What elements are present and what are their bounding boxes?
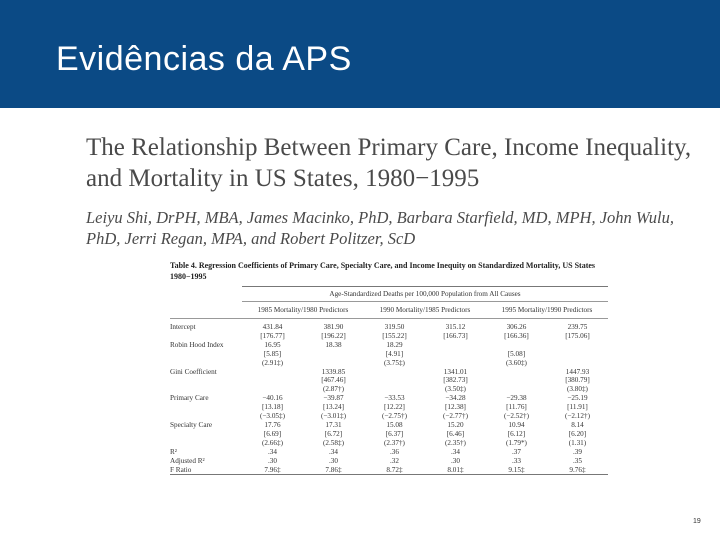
table-group-header: 1995 Mortality/1990 Predictors — [486, 302, 608, 319]
table-cell: 15.20 — [447, 420, 464, 429]
table-cell: .30 — [328, 456, 338, 465]
table-cell: [6.72] — [324, 429, 343, 438]
table-row-label — [170, 412, 242, 421]
table-cell — [547, 359, 608, 368]
table-cell: .30 — [268, 456, 277, 465]
table-cell: 1341.01 — [443, 367, 468, 376]
table-row-label: Adjusted R² — [170, 456, 205, 465]
table-cell: [11.76] — [506, 403, 527, 412]
table-row — [170, 412, 608, 421]
table-row-label: Primary Care — [170, 394, 209, 403]
table-row — [170, 439, 608, 448]
table-row — [170, 350, 608, 359]
table-row — [170, 421, 608, 430]
table-cell: [4.91] — [385, 349, 404, 358]
table-cell: 8.01‡ — [425, 466, 486, 475]
table-cell: (2.35†) — [444, 438, 466, 447]
table-row-label: Gini Coefficient — [170, 367, 217, 376]
regression-table — [170, 286, 608, 475]
table-cell: (2.87†) — [323, 385, 344, 394]
table-cell: −29.38 — [506, 394, 527, 403]
table-row — [170, 394, 608, 403]
table-cell: −25.19 — [567, 394, 588, 403]
table-cell — [486, 368, 547, 377]
table-cell: [380.79] — [565, 376, 590, 385]
table-cell: (−2.77†) — [442, 412, 468, 421]
table-row — [170, 376, 608, 385]
table-row-label — [170, 350, 242, 359]
table-cell: 319.50 — [384, 323, 405, 331]
table-cell: (2.58‡) — [323, 438, 344, 447]
table-cell: (3.60‡) — [505, 358, 527, 367]
table-row — [170, 385, 608, 394]
article-authors: Leiyu Shi, DrPH, MBA, James Macinko, PhD, Barbara Starfield, MD, MPH, John Wulu, PhD, Jerri Regan, MPA, and Robert Politzer, ScD — [86, 208, 674, 248]
table-cell: −39.87 — [323, 394, 344, 403]
table-row — [170, 457, 608, 466]
table-cell: [5.08] — [507, 349, 526, 358]
table-cell: 381.90 — [323, 323, 344, 331]
table-cell: [5.85] — [263, 349, 282, 358]
table-cell: 315.12 — [445, 323, 466, 331]
table-row — [170, 430, 608, 439]
table-cell: (1.31) — [568, 438, 587, 447]
table-cell: 17.76 — [264, 420, 281, 429]
table-row-label: R² — [170, 447, 177, 456]
table-header-blank — [170, 287, 242, 302]
table-cell: −40.16 — [262, 394, 283, 403]
table-cell — [486, 376, 547, 385]
table-cell: (2.91‡) — [262, 358, 283, 367]
page-number: 19 — [693, 518, 701, 525]
table-cell: [196.22] — [321, 331, 346, 340]
table-cell — [425, 359, 486, 368]
table-cell: 239.75 — [567, 323, 588, 331]
table-caption-text: Table 4. Regression Coefficients of Primary Care, Specialty Care, and Income Inequity on Standardized Mortality, US States 1980−1995 — [170, 261, 596, 281]
table-cell: (3.75‡) — [383, 358, 405, 367]
table-cell: (1.79*) — [505, 438, 527, 447]
table-row — [170, 403, 608, 412]
table-row — [170, 466, 608, 475]
table-row-label: Robin Hood Index — [170, 340, 224, 349]
table-cell: .33 — [511, 456, 521, 465]
table-group-header-row — [170, 302, 608, 319]
table-cell — [242, 368, 303, 377]
table-cell: [382.73] — [443, 376, 468, 385]
table-cell: −33.53 — [384, 394, 405, 403]
table-cell: [6.46] — [446, 429, 465, 438]
table-cell — [425, 350, 486, 359]
table-row-label — [170, 403, 242, 412]
table-cell: [6.69] — [263, 429, 282, 438]
table-cell: (−3.05‡) — [259, 412, 285, 421]
table-group-header: 1985 Mortality/1980 Predictors — [242, 302, 364, 319]
table-cell: [12.38] — [444, 403, 466, 412]
table-cell: −34.28 — [445, 394, 466, 403]
table-row-label — [170, 359, 242, 368]
table-cell: [176.77] — [260, 331, 285, 340]
table-cell: 10.94 — [508, 420, 525, 429]
table-row-label — [170, 332, 242, 341]
table-row-label: Specialty Care — [170, 420, 213, 429]
slide-header — [0, 0, 720, 108]
table-cell: .32 — [389, 456, 399, 465]
table-cell — [364, 385, 425, 394]
table-cell: [6.20] — [568, 429, 587, 438]
table-row — [170, 341, 608, 350]
table-cell: [6.37] — [385, 429, 404, 438]
table-cell: .37 — [511, 447, 521, 456]
table-cell: .30 — [450, 456, 460, 465]
table-cell: 1447.93 — [565, 367, 590, 376]
table-cell: .34 — [268, 447, 277, 456]
table-header-blank — [170, 302, 242, 319]
table-row — [170, 359, 608, 368]
table-cell: [155.22] — [382, 331, 407, 340]
table-caption — [170, 260, 610, 282]
table-cell: .36 — [389, 447, 399, 456]
table-group-header: 1990 Mortality/1985 Predictors — [364, 302, 486, 319]
table-row-label — [170, 385, 242, 394]
table-cell: 16.95 — [264, 340, 281, 349]
table-cell: 8.14 — [571, 420, 584, 429]
table-body — [170, 319, 608, 475]
table-row — [170, 319, 608, 332]
table-cell: .34 — [450, 447, 460, 456]
table-row-label: Intercept — [170, 323, 196, 331]
table-cell — [486, 341, 547, 350]
table-cell: 306.26 — [506, 323, 527, 331]
table-cell: [11.91] — [567, 403, 588, 412]
table-cell — [425, 341, 486, 350]
table-cell: 7.96‡ — [242, 466, 303, 475]
table-cell — [303, 350, 364, 359]
table-cell: [12.22] — [383, 403, 405, 412]
table-cell — [486, 385, 547, 394]
slide-title: Evidências da APS — [56, 40, 352, 78]
table-cell — [547, 350, 608, 359]
table-cell: [13.24] — [323, 403, 344, 412]
table-cell: (−2.12†) — [564, 412, 590, 421]
table-cell: .39 — [572, 447, 582, 456]
table-row — [170, 448, 608, 457]
table-row-label — [170, 430, 242, 439]
table-cell: [467.46] — [321, 376, 346, 385]
table-cell: 7.86‡ — [303, 466, 364, 475]
table-cell — [364, 376, 425, 385]
table-cell: [166.73] — [443, 331, 468, 340]
table-cell: 18.29 — [386, 340, 403, 349]
table-cell: .34 — [328, 447, 338, 456]
table-row — [170, 332, 608, 341]
table-row-label — [170, 439, 242, 448]
table-cell: 431.84 — [262, 323, 283, 331]
table-cell: (3.50‡) — [444, 385, 466, 394]
table-spanner-header: Age-Standardized Deaths per 100,000 Population from All Causes — [242, 287, 608, 302]
table-cell: (2.66‡) — [262, 438, 283, 447]
table-cell: 15.08 — [386, 420, 403, 429]
table-cell: [166.36] — [504, 331, 529, 340]
table-cell: (2.37†) — [383, 438, 405, 447]
table-cell: 9.76‡ — [547, 466, 608, 475]
table-cell: 9.15‡ — [486, 466, 547, 475]
table-cell: .35 — [572, 456, 582, 465]
table-cell: (−2.52†) — [503, 412, 529, 421]
table-cell: (−2.75†) — [381, 412, 407, 421]
table-cell: [6.12] — [507, 429, 526, 438]
table-row — [170, 368, 608, 377]
table-cell: [13.18] — [262, 403, 283, 412]
table-cell — [242, 376, 303, 385]
table-cell: 17.31 — [325, 420, 342, 429]
table-cell — [303, 359, 364, 368]
table-cell: [175.06] — [565, 331, 590, 340]
table-cell: (−3.01‡) — [320, 412, 346, 421]
table-cell — [364, 368, 425, 377]
table-cell — [547, 341, 608, 350]
table-cell: 18.38 — [325, 340, 342, 349]
table-cell — [242, 385, 303, 394]
table-cell: 1339.85 — [321, 367, 346, 376]
table-row-label: F Ratio — [170, 466, 242, 475]
table-cell: (3.80‡) — [566, 385, 588, 394]
article-title: The Relationship Between Primary Care, Income Inequality, and Mortality in US States, 1980−1995 — [86, 134, 692, 192]
table-row-label — [170, 376, 242, 385]
table-cell: 8.72‡ — [364, 466, 425, 475]
